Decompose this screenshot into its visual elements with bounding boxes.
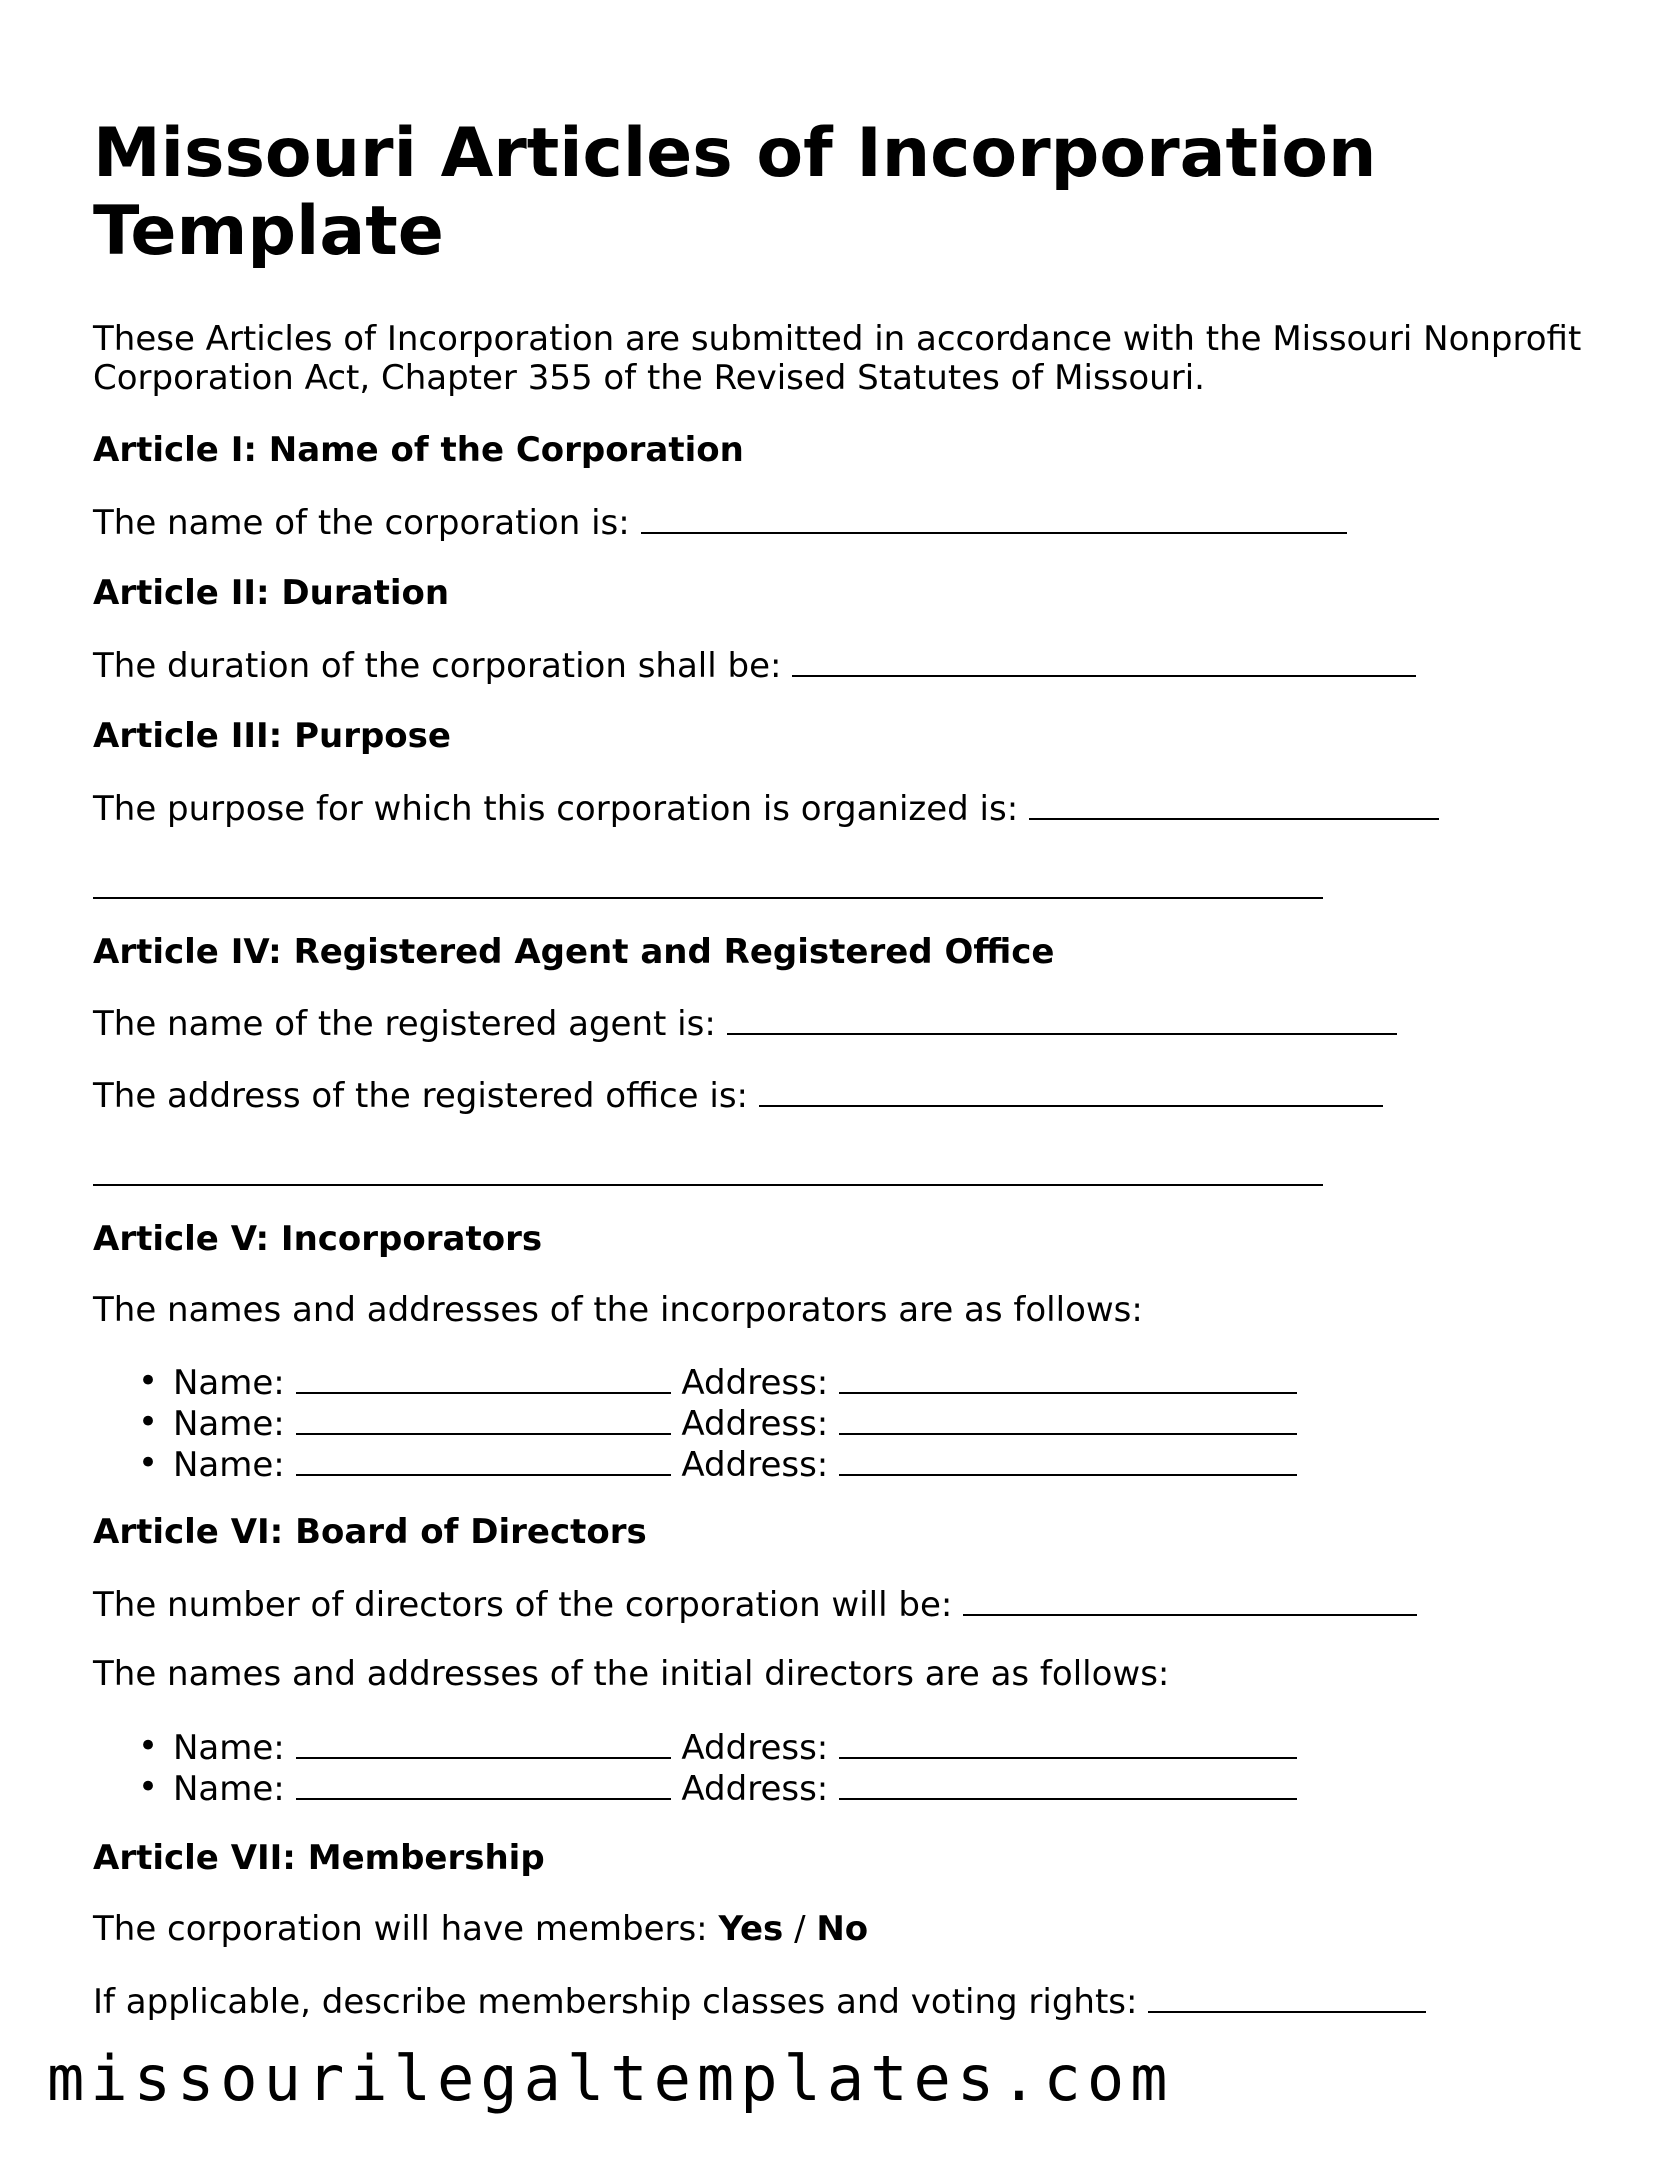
registered-office-continuation-field[interactable] bbox=[93, 1184, 1323, 1186]
incorporator-2-name-field[interactable] bbox=[296, 1403, 671, 1435]
incorporators-list bbox=[93, 1362, 1297, 1485]
address-label: Address: bbox=[681, 1363, 829, 1403]
article-4-heading: Article IV: Registered Agent and Registered Office bbox=[93, 932, 1055, 972]
registered-office-field[interactable] bbox=[759, 1075, 1383, 1107]
address-label: Address: bbox=[681, 1404, 829, 1444]
bullet: • bbox=[138, 1767, 159, 1807]
article-2-line bbox=[93, 645, 1416, 686]
membership-line bbox=[93, 1910, 868, 1949]
bullet: • bbox=[138, 1402, 159, 1442]
address-label: Address: bbox=[681, 1728, 829, 1768]
bullet: • bbox=[138, 1361, 159, 1401]
article-2-heading: Article II: Duration bbox=[93, 573, 450, 613]
address-label: Address: bbox=[681, 1769, 829, 1809]
article-3-heading: Article III: Purpose bbox=[93, 716, 451, 756]
duration-label: The duration of the corporation shall be: bbox=[93, 646, 782, 686]
registered-office-label: The address of the registered office is: bbox=[93, 1076, 748, 1116]
list-item bbox=[93, 1403, 1297, 1444]
directors-list bbox=[93, 1727, 1297, 1809]
name-label: Name: bbox=[173, 1445, 285, 1485]
article-7-heading: Article VII: Membership bbox=[93, 1838, 545, 1878]
article-4-office-line bbox=[93, 1075, 1383, 1116]
name-label: Name: bbox=[173, 1363, 285, 1403]
purpose-field[interactable] bbox=[1029, 788, 1439, 820]
page-title: Missouri Articles of Incorporation Template bbox=[93, 114, 1377, 271]
incorporator-3-address-field[interactable] bbox=[839, 1444, 1297, 1476]
purpose-continuation-field[interactable] bbox=[93, 897, 1323, 899]
intro-paragraph: These Articles of Incorporation are submitted in accordance with the Missouri Nonprofit Corporation Act, Chapter 355 of the Revised Statutes of Missouri. bbox=[93, 319, 1582, 398]
watermark: missourilegaltemplates.com bbox=[47, 2042, 1174, 2115]
bullet: • bbox=[138, 1726, 159, 1766]
article-1-line bbox=[93, 502, 1347, 543]
list-item bbox=[93, 1768, 1297, 1809]
list-item bbox=[93, 1727, 1297, 1768]
purpose-label: The purpose for which this corporation is organized is: bbox=[93, 789, 1019, 829]
registered-agent-label: The name of the registered agent is: bbox=[93, 1004, 716, 1044]
bullet: • bbox=[138, 1443, 159, 1483]
article-3-line bbox=[93, 788, 1439, 829]
members-label: The corporation will have members: bbox=[93, 1909, 708, 1949]
incorporator-3-name-field[interactable] bbox=[296, 1444, 671, 1476]
name-label: Name: bbox=[173, 1728, 285, 1768]
registered-agent-field[interactable] bbox=[727, 1003, 1397, 1035]
list-item bbox=[93, 1444, 1297, 1485]
name-label: Name: bbox=[173, 1769, 285, 1809]
option-separator: / bbox=[794, 1909, 806, 1949]
membership-classes-line bbox=[93, 1981, 1426, 2022]
list-item bbox=[93, 1362, 1297, 1403]
name-label: Name: bbox=[173, 1404, 285, 1444]
article-1-heading: Article I: Name of the Corporation bbox=[93, 430, 744, 470]
incorporator-1-address-field[interactable] bbox=[839, 1362, 1297, 1394]
corporation-name-label: The name of the corporation is: bbox=[93, 503, 630, 543]
article-6-heading: Article VI: Board of Directors bbox=[93, 1512, 647, 1552]
incorporator-1-name-field[interactable] bbox=[296, 1362, 671, 1394]
duration-field[interactable] bbox=[792, 645, 1416, 677]
yes-option[interactable]: Yes bbox=[718, 1909, 784, 1949]
director-count-field[interactable] bbox=[963, 1584, 1417, 1616]
director-2-address-field[interactable] bbox=[839, 1768, 1297, 1800]
director-1-name-field[interactable] bbox=[296, 1727, 671, 1759]
membership-classes-label: If applicable, describe membership classes and voting rights: bbox=[93, 1982, 1138, 2022]
article-4-agent-line bbox=[93, 1003, 1397, 1044]
director-2-name-field[interactable] bbox=[296, 1768, 671, 1800]
membership-classes-field[interactable] bbox=[1148, 1981, 1426, 2013]
address-label: Address: bbox=[681, 1445, 829, 1485]
incorporators-intro: The names and addresses of the incorporators are as follows: bbox=[93, 1290, 1143, 1330]
article-6-number-line bbox=[93, 1584, 1417, 1625]
director-1-address-field[interactable] bbox=[839, 1727, 1297, 1759]
director-count-label: The number of directors of the corporation will be: bbox=[93, 1585, 953, 1625]
corporation-name-field[interactable] bbox=[641, 502, 1347, 534]
article-5-heading: Article V: Incorporators bbox=[93, 1219, 543, 1259]
no-option[interactable]: No bbox=[816, 1909, 869, 1949]
incorporator-2-address-field[interactable] bbox=[839, 1403, 1297, 1435]
directors-intro: The names and addresses of the initial directors are as follows: bbox=[93, 1654, 1170, 1694]
